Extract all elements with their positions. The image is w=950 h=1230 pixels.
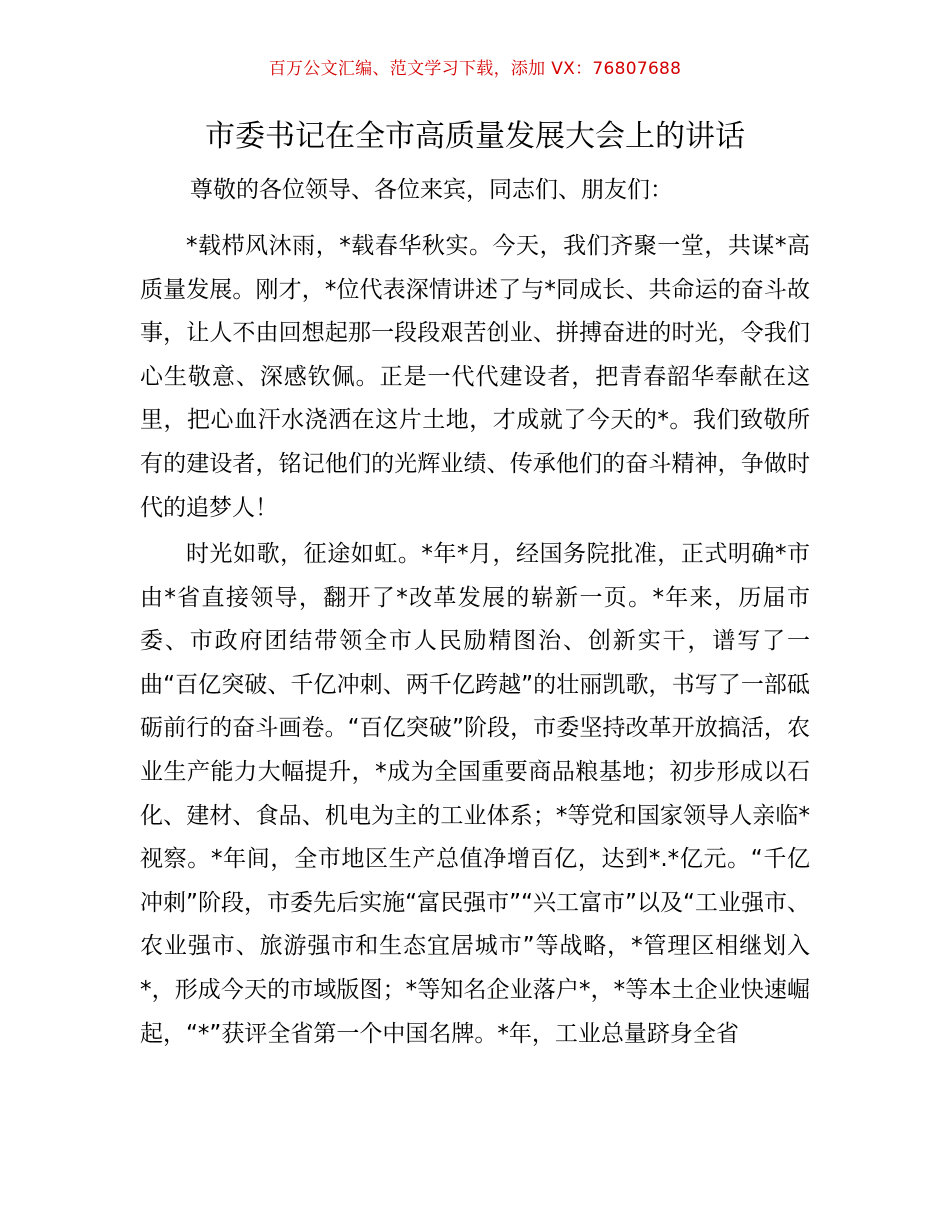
body-paragraph-1 <box>140 225 810 530</box>
body-paragraph-2 <box>140 533 810 1056</box>
watermark-header-note: 百万公文汇编、范文学习下载，添加 VX：76807688 <box>268 59 682 79</box>
salutation: 尊敬的各位领导、各位来宾，同志们、朋友们： <box>190 177 673 203</box>
page-title: 市委书记在全市高质量发展大会上的讲话 <box>205 119 745 154</box>
paragraph-text: 时光如歌，征途如虹。*年*月，经国务院批准，正式明确*市由*省直接领导，翻开了*改革发展的崭新一页。*年来，历届市委、市政府团结带领全市人民励精图治、创新实干，谱写了一曲“百亿突破、千亿冲刺、两千亿跨越”的壮丽凯歌，书写了一部砥砺前行的奋斗画卷。“百亿突破”阶段，市委坚持改革开放搞活，农业生产能力大幅提升，*成为全国重要商品粮基地；初步形成以石化、建材、食品、机电为主的工业体系；*等党和国家领导人亲临*视察。*年间，全市地区生产总值净增百亿，达到*.*亿元。“千亿冲刺”阶段，市委先后实施“富民强市”“兴工富市”以及“工业强市、农业强市、旅游强市和生态宜居城市”等战略，*管理区相继划入*，形成今天的市域版图；*等知名企业落户*，*等本土企业快速崛起，“*”获评全省第一个中国名牌。*年，工业总量跻身全省 <box>140 541 810 1047</box>
paragraph-text: *载栉风沐雨，*载春华秋实。今天，我们齐聚一堂，共谋*高质量发展。刚才，*位代表深情讲述了与*同成长、共命运的奋斗故事，让人不由回想起那一段段艰苦创业、拼搏奋进的时光，令我们心生敬意、深感钦佩。正是一代代建设者，把青春韶华奉献在这里，把心血汗水浇洒在这片土地，才成就了今天的*。我们致敬所有的建设者，铭记他们的光辉业绩、传承他们的奋斗精神，争做时代的追梦人！ <box>140 233 810 521</box>
